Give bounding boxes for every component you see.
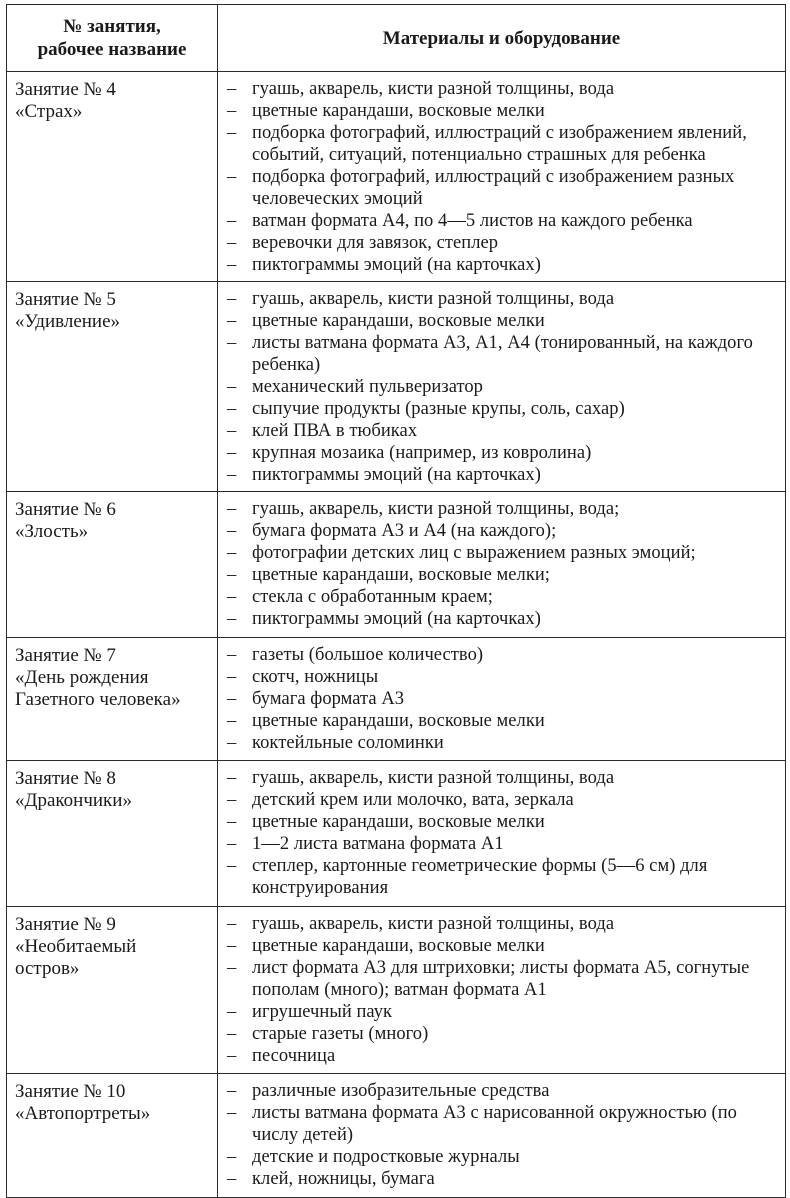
dash-marker: – <box>227 936 237 956</box>
dash-marker: – <box>227 667 237 687</box>
material-text: гуашь, акварель, кисти разной толщины, вода <box>252 289 615 309</box>
materials-list <box>224 644 781 754</box>
list-item <box>224 398 781 420</box>
list-item <box>224 232 781 254</box>
dash-marker: – <box>227 790 237 810</box>
lesson-title-line2: Газетного человека» <box>15 689 181 710</box>
table-body <box>7 72 786 1198</box>
materials-cell <box>218 492 786 638</box>
material-text: бумага формата А3 и А4 (на каждого); <box>252 521 557 541</box>
material-text: цветные карандаши, восковые мелки; <box>252 565 550 585</box>
lesson-title-line2: остров» <box>15 958 80 979</box>
dash-marker: – <box>227 768 237 788</box>
material-text: цветные карандаши, восковые мелки <box>252 711 545 731</box>
lesson-cell <box>7 907 218 1074</box>
list-item <box>224 122 781 166</box>
list-item <box>224 833 781 855</box>
material-text: цветные карандаши, восковые мелки <box>252 101 545 121</box>
list-item <box>224 913 781 935</box>
materials-list <box>224 78 781 276</box>
table-row <box>7 907 786 1074</box>
list-item <box>224 1001 781 1023</box>
list-item <box>224 855 781 899</box>
dash-marker: – <box>227 167 237 187</box>
table-row <box>7 492 786 638</box>
dash-marker: – <box>227 521 237 541</box>
lesson-cell <box>7 1074 218 1198</box>
dash-marker: – <box>227 499 237 519</box>
list-item <box>224 1023 781 1045</box>
lesson-cell <box>7 282 218 492</box>
dash-marker: – <box>227 609 237 629</box>
materials-cell <box>218 1074 786 1198</box>
list-item <box>224 1168 781 1190</box>
dash-marker: – <box>227 856 237 876</box>
lesson-cell <box>7 761 218 907</box>
material-text: различные изобразительные средства <box>252 1081 550 1101</box>
material-text: коктейльные соломинки <box>252 733 444 753</box>
lesson-cell <box>7 638 218 761</box>
list-item <box>224 310 781 332</box>
list-item <box>224 332 781 376</box>
lesson-title: «Автопортреты» <box>15 1103 151 1124</box>
dash-marker: – <box>227 377 237 397</box>
list-item <box>224 564 781 586</box>
list-item <box>224 166 781 210</box>
lesson-number: Занятие № 8 <box>15 768 116 789</box>
materials-list <box>224 1080 781 1190</box>
material-text: листы ватмана формата А3, А1, А4 (тонированный, на каждого ребенка) <box>252 333 753 375</box>
list-item <box>224 1102 781 1146</box>
dash-marker: – <box>227 79 237 99</box>
list-item <box>224 210 781 232</box>
list-item <box>224 732 781 754</box>
material-text: игрушечный паук <box>252 1002 393 1022</box>
dash-marker: – <box>227 1024 237 1044</box>
material-text: механический пульверизатор <box>252 377 483 397</box>
material-text: стекла с обработанным краем; <box>252 587 493 607</box>
dash-marker: – <box>227 645 237 665</box>
lesson-number: Занятие № 9 <box>15 914 116 935</box>
lesson-title: «День рождения <box>15 667 149 688</box>
dash-marker: – <box>227 443 237 463</box>
header-lesson-cell <box>7 5 218 72</box>
list-item <box>224 78 781 100</box>
material-text: подборка фотографий, иллюстраций с изображением явлений, событий, ситуаций, потенциально страшных для ребенка <box>252 123 747 165</box>
list-item <box>224 498 781 520</box>
materials-cell <box>218 282 786 492</box>
material-text: гуашь, акварель, кисти разной толщины, вода <box>252 914 615 934</box>
material-text: клей ПВА в тюбиках <box>252 421 418 441</box>
lesson-title: «Удивление» <box>15 311 121 332</box>
material-text: 1—2 листа ватмана формата А1 <box>252 834 504 854</box>
table-row <box>7 1074 786 1198</box>
dash-marker: – <box>227 1169 237 1189</box>
lesson-number: Занятие № 5 <box>15 289 116 310</box>
dash-marker: – <box>227 289 237 309</box>
dash-marker: – <box>227 958 237 978</box>
material-text: детские и подростковые журналы <box>252 1147 520 1167</box>
materials-list <box>224 767 781 899</box>
dash-marker: – <box>227 123 237 143</box>
dash-marker: – <box>227 1046 237 1066</box>
dash-marker: – <box>227 233 237 253</box>
list-item <box>224 420 781 442</box>
dash-marker: – <box>227 211 237 231</box>
lesson-number: Занятие № 4 <box>15 79 116 100</box>
list-item <box>224 376 781 398</box>
list-item <box>224 608 781 630</box>
table-header <box>7 5 786 72</box>
dash-marker: – <box>227 1103 237 1123</box>
materials-cell <box>218 907 786 1074</box>
material-text: ватман формата А4, по 4—5 листов на каждого ребенка <box>252 211 693 231</box>
list-item <box>224 644 781 666</box>
lesson-number: Занятие № 10 <box>15 1081 126 1102</box>
list-item <box>224 288 781 310</box>
materials-cell <box>218 638 786 761</box>
dash-marker: – <box>227 587 237 607</box>
list-item <box>224 957 781 1001</box>
list-item <box>224 1146 781 1168</box>
material-text: пиктограммы эмоций (на карточках) <box>252 255 541 275</box>
materials-list <box>224 288 781 486</box>
lesson-title: «Необитаемый <box>15 936 137 957</box>
material-text: лист формата А3 для штриховки; листы формата А5, согнутые пополам (много); ватман формата А1 <box>252 958 750 1000</box>
dash-marker: – <box>227 733 237 753</box>
materials-list <box>224 913 781 1067</box>
material-text: детский крем или молочко, вата, зеркала <box>252 790 574 810</box>
list-item <box>224 767 781 789</box>
material-text: подборка фотографий, иллюстраций с изображением разных человеческих эмоций <box>252 167 735 209</box>
header-lesson-line2: рабочее название <box>37 39 187 60</box>
list-item <box>224 464 781 486</box>
list-item <box>224 935 781 957</box>
list-item <box>224 789 781 811</box>
list-item <box>224 442 781 464</box>
list-item <box>224 1045 781 1067</box>
dash-marker: – <box>227 1147 237 1167</box>
material-text: гуашь, акварель, кисти разной толщины, вода <box>252 768 615 788</box>
material-text: степлер, картонные геометрические формы (5—6 см) для конструирования <box>252 856 708 898</box>
lesson-title: «Злость» <box>15 521 89 542</box>
material-text: клей, ножницы, бумага <box>252 1169 435 1189</box>
dash-marker: – <box>227 101 237 121</box>
dash-marker: – <box>227 834 237 854</box>
materials-table <box>6 4 786 1198</box>
list-item <box>224 542 781 564</box>
list-item <box>224 254 781 276</box>
dash-marker: – <box>227 399 237 419</box>
dash-marker: – <box>227 1002 237 1022</box>
material-text: листы ватмана формата А3 с нарисованной окружностью (по числу детей) <box>252 1103 737 1145</box>
dash-marker: – <box>227 711 237 731</box>
list-item <box>224 586 781 608</box>
lesson-number: Занятие № 7 <box>15 645 116 666</box>
material-text: пиктограммы эмоций (на карточках) <box>252 465 541 485</box>
dash-marker: – <box>227 565 237 585</box>
dash-marker: – <box>227 255 237 275</box>
dash-marker: – <box>227 333 237 353</box>
material-text: песочница <box>252 1046 336 1066</box>
materials-list <box>224 498 781 630</box>
materials-cell <box>218 761 786 907</box>
lesson-title: «Страх» <box>15 101 83 122</box>
list-item <box>224 811 781 833</box>
table-row <box>7 72 786 282</box>
material-text: бумага формата А3 <box>252 689 405 709</box>
dash-marker: – <box>227 311 237 331</box>
dash-marker: – <box>227 421 237 441</box>
material-text: цветные карандаши, восковые мелки <box>252 812 545 832</box>
list-item <box>224 688 781 710</box>
dash-marker: – <box>227 689 237 709</box>
material-text: цветные карандаши, восковые мелки <box>252 936 545 956</box>
material-text: гуашь, акварель, кисти разной толщины, вода; <box>252 499 620 519</box>
material-text: пиктограммы эмоций (на карточках) <box>252 609 541 629</box>
table-row <box>7 761 786 907</box>
list-item <box>224 666 781 688</box>
material-text: фотографии детских лиц с выражением разных эмоций; <box>252 543 696 563</box>
list-item <box>224 1080 781 1102</box>
material-text: скотч, ножницы <box>252 667 379 687</box>
dash-marker: – <box>227 543 237 563</box>
material-text: крупная мозаика (например, из ковролина) <box>252 443 592 463</box>
list-item <box>224 710 781 732</box>
dash-marker: – <box>227 1081 237 1101</box>
dash-marker: – <box>227 914 237 934</box>
dash-marker: – <box>227 812 237 832</box>
header-lesson-line1: № занятия, <box>63 16 161 37</box>
lesson-number: Занятие № 6 <box>15 499 116 520</box>
material-text: веревочки для завязок, степлер <box>252 233 499 253</box>
material-text: старые газеты (много) <box>252 1024 429 1044</box>
table-row <box>7 282 786 492</box>
header-row <box>7 5 786 72</box>
header-materials-cell: Материалы и оборудование <box>218 5 786 72</box>
list-item <box>224 520 781 542</box>
dash-marker: – <box>227 465 237 485</box>
lesson-title: «Дракончики» <box>15 790 132 811</box>
material-text: гуашь, акварель, кисти разной толщины, вода <box>252 79 615 99</box>
material-text: сыпучие продукты (разные крупы, соль, сахар) <box>252 399 625 419</box>
list-item <box>224 100 781 122</box>
lesson-cell <box>7 72 218 282</box>
material-text: цветные карандаши, восковые мелки <box>252 311 545 331</box>
lesson-cell <box>7 492 218 638</box>
materials-cell <box>218 72 786 282</box>
table-row <box>7 638 786 761</box>
material-text: газеты (большое количество) <box>252 645 484 665</box>
